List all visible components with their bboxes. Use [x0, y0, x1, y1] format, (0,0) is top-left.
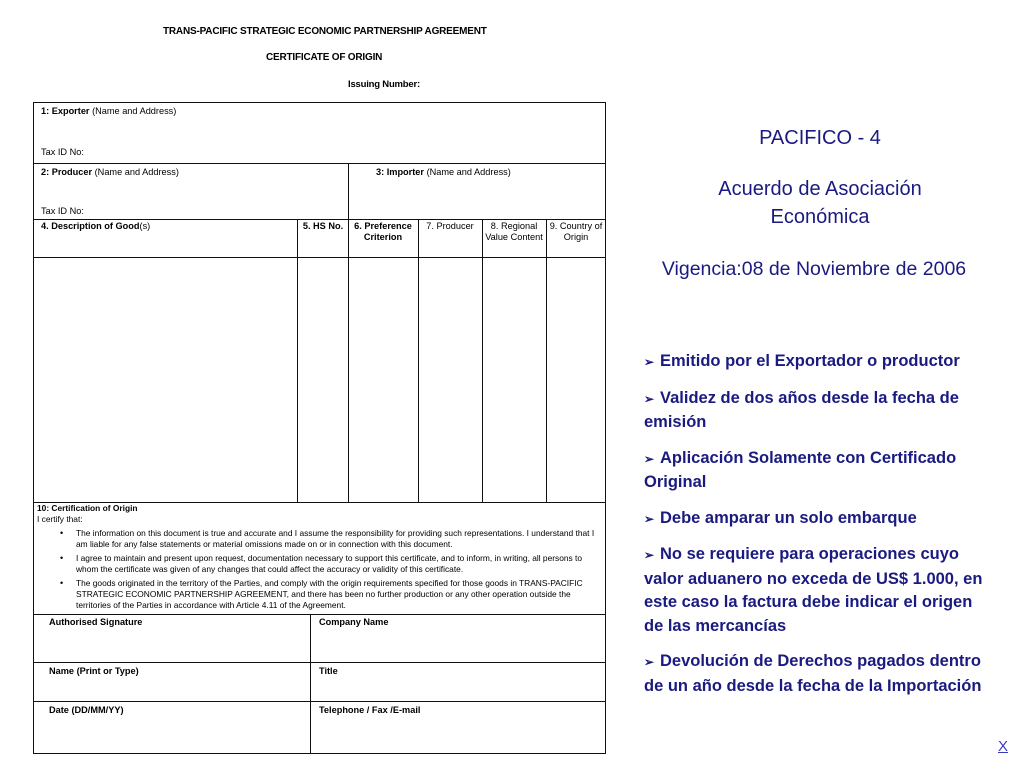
- producer-tax-id: Tax ID No:: [41, 206, 84, 216]
- name-label: Name (Print or Type): [49, 666, 139, 676]
- list-item: ➢ Validez de dos años desde la fecha de emisión: [644, 388, 959, 431]
- list-item: ➢ Aplicación Solamente con Certificado Original: [644, 448, 957, 491]
- certificate-form: [33, 102, 606, 754]
- col-hs-no: 5. HS No.: [302, 221, 344, 231]
- list-item: ➢ Devolución de Derechos pagados dentro de un año desde la fecha de la Importación: [644, 652, 982, 695]
- date-label: Date (DD/MM/YY): [49, 705, 124, 715]
- list-item: ➢ Emitido por el Exportador o productor: [644, 350, 994, 375]
- arrow-bullet-icon: ➢: [644, 548, 655, 562]
- panel-validity: Vigencia:08 de Noviembre de 2006: [661, 258, 967, 280]
- title-label: Title: [319, 666, 338, 676]
- col-country-of-origin: 9. Country of Origin: [549, 221, 603, 242]
- certification-title: 10: Certification of Origin: [37, 503, 138, 513]
- arrow-bullet-icon: ➢: [644, 511, 655, 526]
- certification-intro: I certify that:: [37, 514, 83, 524]
- authorised-signature-label: Authorised Signature: [49, 617, 143, 627]
- close-link[interactable]: X: [998, 738, 1009, 755]
- panel-subheading: Acuerdo de Asociación Económica: [718, 178, 922, 228]
- col-preference-criterion: 6. Preference Criterion: [354, 221, 412, 242]
- certification-statement-3: The goods originated in the territory of the Parties, and comply with the origin requirements specified for those goods in TRANS-PACIFIC STRATEGIC ECONOMIC PARTNERSHIP AGREEMENT, and there has been no further production or any other operation outside the territories of the Parties in accordance with Article 4.11 of the Agreement.: [76, 578, 583, 610]
- contact-label: Telephone / Fax /E-mail: [319, 705, 421, 715]
- arrow-bullet-icon: ➢: [644, 655, 655, 669]
- producer-label: 2: Producer (Name and Address): [41, 167, 179, 177]
- list-item: ➢ Debe amparar un solo embarque: [644, 507, 994, 532]
- form-title: TRANS-PACIFIC STRATEGIC ECONOMIC PARTNERSHIP AGREEMENT: [163, 26, 487, 37]
- bullet-dot: •: [60, 578, 64, 588]
- col-description-of-goods: 4. Description of Good(s): [41, 221, 151, 231]
- arrow-bullet-icon: ➢: [644, 391, 655, 406]
- bullet-dot: •: [60, 553, 64, 563]
- col-producer: 7. Producer: [426, 221, 474, 231]
- arrow-bullet-icon: ➢: [644, 355, 655, 369]
- company-name-label: Company Name: [319, 617, 389, 627]
- col-regional-value-content: 8. Regional Value Content: [485, 221, 543, 242]
- certification-statement-2: I agree to maintain and present upon request, documentation necessary to support this certificate, and to inform, in writing, all persons to whom the certificate was given of any changes that could affect the accuracy or validity of this certificate.: [76, 553, 583, 574]
- importer-label: 3: Importer (Name and Address): [376, 167, 511, 177]
- exporter-tax-id: Tax ID No:: [41, 147, 84, 157]
- panel-heading: PACIFICO - 4: [759, 127, 881, 149]
- arrow-bullet-icon: ➢: [644, 451, 655, 466]
- issuing-number-label: Issuing Number:: [348, 79, 420, 90]
- exporter-label: 1: Exporter (Name and Address): [41, 106, 177, 116]
- bullet-dot: •: [60, 528, 64, 538]
- certification-statement-1: The information on this document is true and accurate and I assume the responsibility for providing such representations. I understand that I am liable for any false statements or material omissions made on or in connection with this document.: [76, 528, 595, 549]
- form-subtitle: CERTIFICATE OF ORIGIN: [266, 52, 383, 63]
- list-item: ➢ No se requiere para operaciones cuyo valor aduanero no exceda de US$ 1.000, en este caso la factura debe indicar el origen de las mercancías: [644, 545, 983, 635]
- requirements-list: [644, 350, 994, 710]
